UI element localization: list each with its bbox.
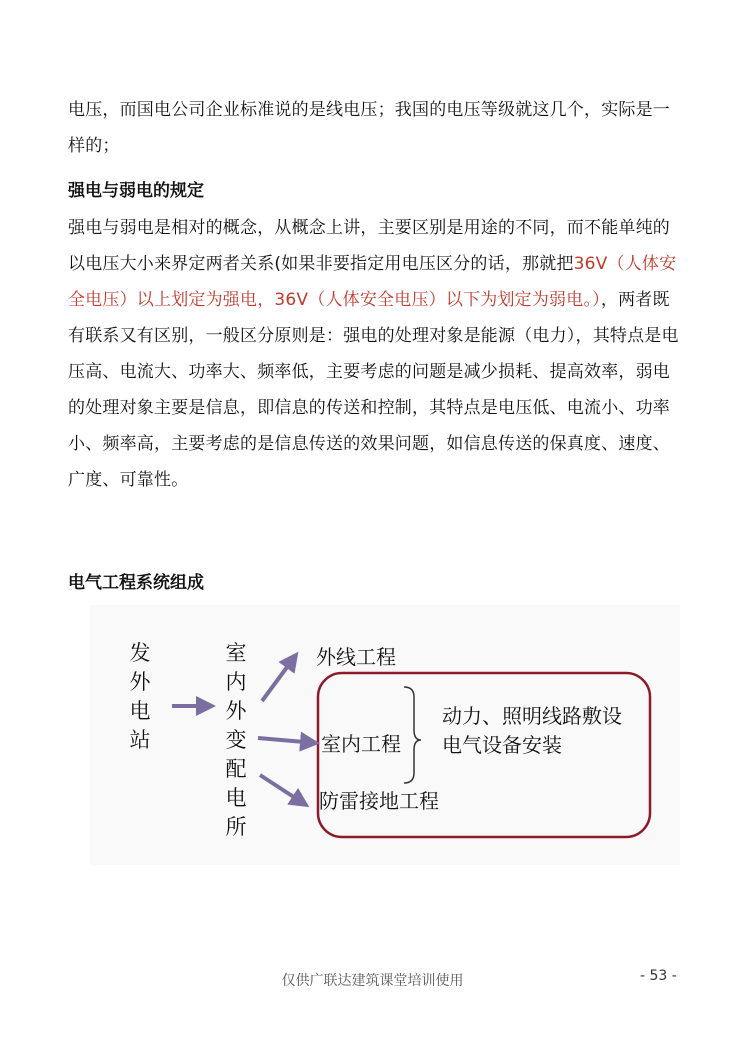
page-number: - 53 -: [640, 968, 677, 984]
curly-brace: [404, 687, 421, 783]
equipment-install-label: 电气设备安装: [442, 733, 562, 757]
strong-weak-paragraph: [68, 210, 682, 498]
wiring-detail-label: 动力、照明线路敷设: [442, 704, 622, 728]
footer-note: 仅供广联达建筑课堂培训使用: [281, 973, 464, 989]
lightning-grounding-label: 防雷接地工程: [319, 789, 439, 813]
arrow-to-lightning: [260, 775, 306, 805]
power-plant-label: 发 外 电 站: [129, 641, 151, 752]
arrow-to-indoor: [258, 738, 316, 743]
paragraph-text-start: 强电与弱电是相对的概念，从概念上讲，主要区别是用途的不同，而不能单纯的以电压大小来界定两者关系(如果非要指定用电压区分的话，那就把: [68, 218, 670, 274]
outdoor-works-label: 外线工程: [316, 645, 396, 669]
intro-line-2: 样的；: [68, 136, 120, 156]
voltage-definition-red: 36V（人体安全电压）以上划定为强电，36V（人体安全电压）以下为划定为弱电。）: [68, 254, 677, 310]
substation-label: 室 内 外 变 配 电 所: [225, 641, 247, 839]
section-heading-system: 电气工程系统组成: [68, 573, 204, 593]
intro-paragraph: [68, 92, 682, 164]
paragraph-text-end: ，两者既有联系又有区别，一般区分原则是：强电的处理对象是能源（电力），其特点是电压高、电流大、功率大、频率低，主要考虑的问题是减少损耗、提高效率，弱电的处理对象主要是信息，即信息的传送和控制，其特点是电压低、电流小、功率小、频率高，主要考虑的是信息传送的效果问题，如信息传送的保真度、速度、广度、可靠性。: [68, 290, 679, 490]
arrow-to-outdoor: [262, 655, 296, 701]
indoor-works-label: 室内工程: [321, 732, 401, 756]
electrical-system-diagram: [90, 605, 680, 865]
intro-line-1: 电压，而国电公司企业标准说的是线电压；我国的电压等级就这几个，实际是一: [68, 100, 670, 120]
section-heading-strong-weak: 强电与弱电的规定: [68, 181, 204, 201]
